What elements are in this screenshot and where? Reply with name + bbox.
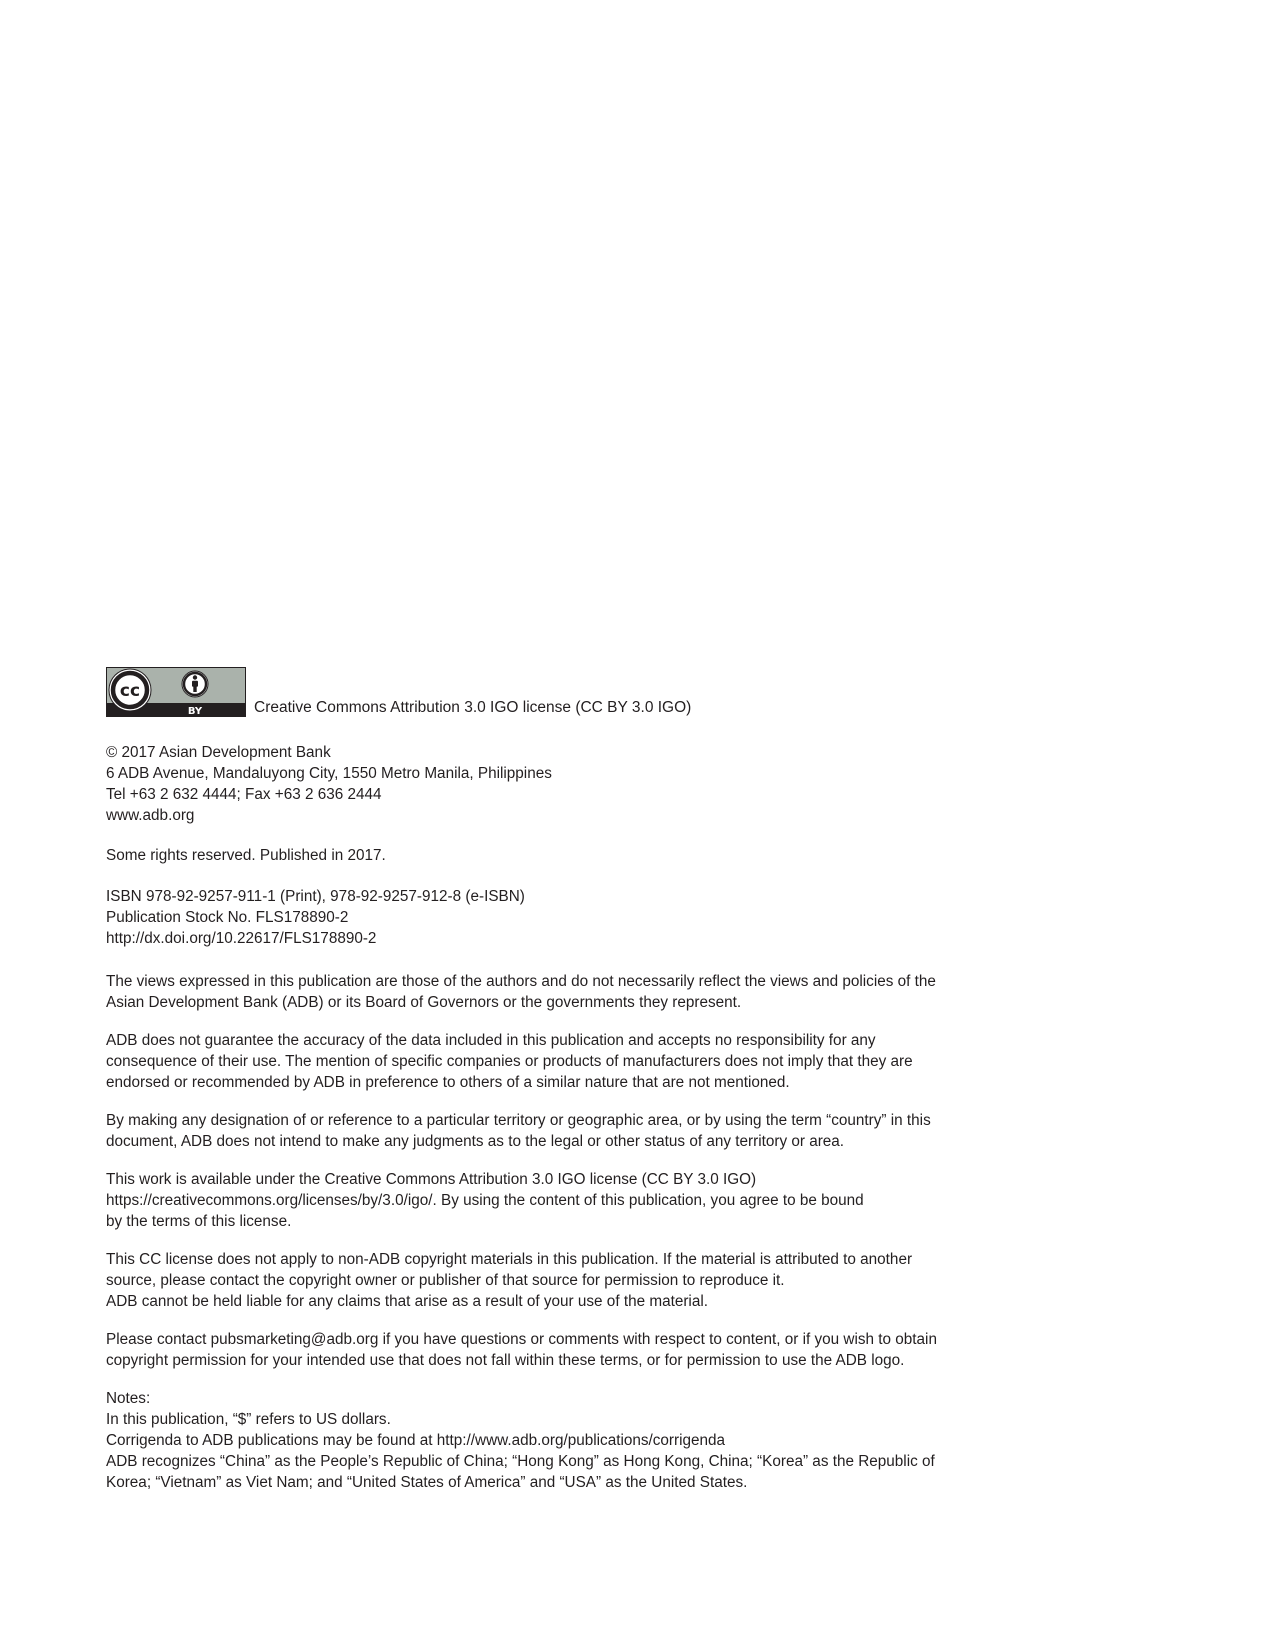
copyright-line: © 2017 Asian Development Bank [106, 744, 331, 761]
paragraph-line: endorsed or recommended by ADB in preference to others of a similar nature that are not mentioned. [106, 1074, 790, 1091]
paragraph-line: By making any designation of or reference to a particular territory or geographic area, or by using the term “country” in this [106, 1112, 931, 1129]
notes-line: ADB recognizes “China” as the People’s Republic of China; “Hong Kong” as Hong Kong, China; “Korea” as the Republic of [106, 1453, 935, 1470]
paragraph-line: Asian Development Bank (ADB) or its Board of Governors or the governments they represent. [106, 994, 742, 1011]
stock-number-line: Publication Stock No. FLS178890-2 [106, 909, 349, 926]
paragraph-line: document, ADB does not intend to make any judgments as to the legal or other status of any territory or area. [106, 1133, 845, 1150]
copyright-page [106, 667, 986, 1493]
publisher-info [106, 742, 986, 826]
paragraph-line: ADB cannot be held liable for any claims that arise as a result of your use of the material. [106, 1293, 708, 1310]
third-party-materials [106, 1249, 986, 1312]
phone-fax-line: Tel +63 2 632 4444; Fax +63 2 636 2444 [106, 786, 382, 803]
rights-line: Some rights reserved. Published in 2017. [106, 847, 386, 864]
notes-line: Corrigenda to ADB publications may be found at http://www.adb.org/publications/corrigenda [106, 1432, 726, 1449]
doi-link[interactable]: http://dx.doi.org/10.22617/FLS178890-2 [106, 930, 377, 947]
paragraph-line: copyright permission for your intended use that does not fall within these terms, or for permission to use the ADB logo. [106, 1352, 905, 1369]
cc-badge-bottom-text: BY [187, 706, 203, 717]
disclaimer-views [106, 971, 986, 1013]
paragraph-line: This work is available under the Creative Commons Attribution 3.0 IGO license (CC BY 3.0 IGO) [106, 1171, 757, 1188]
disclaimer-accuracy [106, 1030, 986, 1093]
identifiers [106, 886, 986, 949]
rights-statement [106, 845, 986, 866]
paragraph-line: by the terms of this license. [106, 1213, 292, 1230]
address-line: 6 ADB Avenue, Mandaluyong City, 1550 Metro Manila, Philippines [106, 765, 552, 782]
disclaimer-territory [106, 1110, 986, 1152]
paragraph-line: Please contact pubsmarketing@adb.org if you have questions or comments with respect to content, or if you wish to obtain [106, 1331, 937, 1348]
contact-statement [106, 1329, 986, 1371]
paragraph-line: The views expressed in this publication are those of the authors and do not necessarily reflect the views and policies of the [106, 973, 936, 990]
paragraph-line: ADB does not guarantee the accuracy of the data included in this publication and accepts no responsibility for any [106, 1032, 876, 1049]
license-row [106, 667, 986, 717]
cc-badge-top-text: cc [119, 681, 141, 701]
license-statement [106, 1169, 986, 1232]
cc-by-badge-icon [106, 667, 246, 717]
isbn-line: ISBN 978-92-9257-911-1 (Print), 978-92-9257-912-8 (e-ISBN) [106, 888, 525, 905]
license-label: Creative Commons Attribution 3.0 IGO license (CC BY 3.0 IGO) [254, 699, 692, 716]
notes-line: Korea; “Vietnam” as Viet Nam; and “United States of America” and “USA” as the United States. [106, 1474, 748, 1491]
notes-line: In this publication, “$” refers to US dollars. [106, 1411, 391, 1428]
paragraph-line: This CC license does not apply to non-ADB copyright materials in this publication. If the material is attributed to another [106, 1251, 913, 1268]
notes [106, 1388, 986, 1493]
notes-heading: Notes: [106, 1390, 151, 1407]
paragraph-line: source, please contact the copyright owner or publisher of that source for permission to reproduce it. [106, 1272, 785, 1289]
website-link[interactable]: www.adb.org [106, 807, 195, 824]
paragraph-line: consequence of their use. The mention of specific companies or products of manufacturers does not imply that they are [106, 1053, 913, 1070]
paragraph-line: https://creativecommons.org/licenses/by/3.0/igo/. By using the content of this publication, you agree to be bound [106, 1192, 864, 1209]
